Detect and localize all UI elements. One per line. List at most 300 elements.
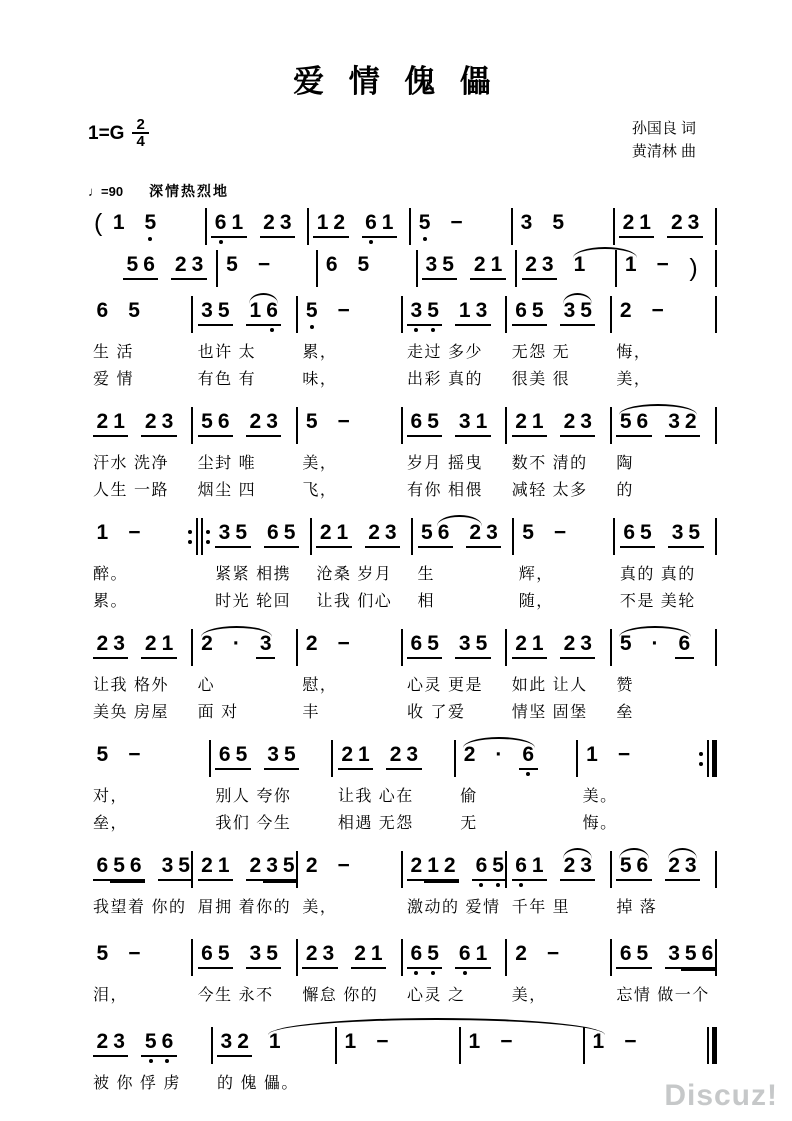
- note: 3: [408, 300, 425, 322]
- lyric-line: 被 你 俘 虏: [93, 1075, 181, 1092]
- measure: [457, 741, 574, 837]
- notes-row: [415, 209, 509, 246]
- lyric-line: 美奂 房屋: [93, 704, 169, 721]
- dash-note: −: [656, 253, 669, 276]
- note-group: [455, 943, 490, 969]
- note-group: [653, 254, 672, 276]
- note: 1: [381, 211, 394, 234]
- measure: [106, 209, 203, 246]
- lyric-line: 生: [417, 566, 436, 583]
- music-system: [90, 519, 718, 615]
- note: 5: [580, 299, 592, 322]
- measure: [404, 940, 504, 1009]
- note: 1: [249, 299, 262, 322]
- barline-stroke: [296, 407, 298, 444]
- note: 3: [201, 299, 213, 322]
- note: 5: [357, 253, 370, 276]
- note: 2: [515, 410, 527, 433]
- measure: [90, 852, 190, 921]
- note: 3: [475, 299, 488, 322]
- note: 2: [305, 942, 318, 965]
- repeat-dots: [206, 518, 210, 555]
- lyric-line: 对，: [93, 788, 129, 805]
- dash-note: −: [546, 942, 560, 965]
- note: 2: [263, 211, 275, 234]
- note-group: [334, 411, 353, 433]
- measure: [613, 940, 713, 1009]
- measure: [616, 209, 713, 246]
- barline-stroke: [613, 518, 615, 555]
- barline-stroke: [715, 250, 717, 287]
- note-group: [141, 1031, 176, 1057]
- note: 3: [279, 211, 292, 234]
- note: 5: [96, 743, 109, 766]
- note: 5: [552, 211, 565, 234]
- note: 1: [425, 855, 442, 877]
- note: 6: [410, 410, 423, 433]
- note-group: [123, 254, 158, 280]
- note: 5: [235, 521, 248, 544]
- measure: [220, 251, 315, 288]
- lyric-line: 有你 相偎: [407, 482, 483, 499]
- note-group: [264, 522, 299, 548]
- dash-note: −: [450, 211, 463, 234]
- measure: [299, 852, 399, 921]
- note-group: [93, 633, 128, 659]
- note-group: [334, 633, 353, 655]
- note-group: [141, 633, 176, 659]
- lyric-line: 我们 今生: [215, 815, 292, 832]
- lyric-line: 美，: [302, 455, 338, 472]
- barline-stroke: [196, 518, 198, 555]
- barline-stroke: [416, 250, 418, 287]
- barline-stroke: [205, 208, 207, 245]
- note: 3: [113, 1030, 125, 1053]
- dash-note: −: [128, 743, 141, 766]
- note-group: [522, 254, 557, 280]
- barline-stroke: [211, 1027, 213, 1064]
- note: 6: [520, 744, 537, 766]
- notes-row: [316, 519, 409, 556]
- note: 2: [96, 1030, 109, 1053]
- barline-stroke: [191, 296, 193, 333]
- notes-row: [589, 1028, 705, 1065]
- lyric-line: 美。: [582, 788, 618, 805]
- note: 2: [563, 410, 576, 433]
- barline-stroke: [505, 296, 507, 333]
- note: 6: [678, 632, 691, 655]
- note-group: [665, 943, 717, 969]
- barline-stroke: [307, 208, 309, 245]
- slur: [619, 626, 690, 637]
- measure: [404, 852, 504, 921]
- note: 6: [264, 300, 281, 322]
- note: 5: [283, 743, 296, 766]
- note: 5: [427, 632, 439, 655]
- note: 2: [96, 632, 109, 655]
- notes-row: [302, 630, 399, 667]
- notes-row: [93, 519, 186, 556]
- dash-note: −: [376, 1030, 389, 1053]
- notes-row: [517, 209, 611, 246]
- note-group: [560, 411, 595, 437]
- note-group: [302, 300, 321, 322]
- note-group: [302, 633, 321, 655]
- lyric-line: 别人 夸你: [215, 788, 292, 805]
- repeat-sign-end: [697, 740, 718, 777]
- lyric-line: 的: [616, 482, 634, 499]
- note-group: [322, 254, 341, 276]
- barline-stroke: [707, 740, 709, 777]
- time-signature: [132, 117, 148, 150]
- slur: [463, 737, 534, 748]
- lyric-line: 悔，: [616, 344, 652, 361]
- notes-row: [123, 251, 215, 288]
- note: 1: [475, 410, 488, 433]
- note: 3: [668, 942, 680, 965]
- time-signature-numerator: 2: [136, 116, 145, 133]
- note: 6: [456, 943, 473, 965]
- note-group: [512, 855, 547, 881]
- note: 3: [266, 410, 278, 433]
- dash-note: −: [128, 942, 141, 965]
- lyric-line: 让我 心在: [337, 788, 414, 805]
- note: 6: [159, 1031, 176, 1053]
- song-title: 爱 情 傀 儡: [293, 64, 499, 99]
- measure: [509, 630, 609, 726]
- barline: [713, 518, 718, 555]
- note: 1: [475, 942, 488, 965]
- music-system: [120, 251, 718, 288]
- note-group: [246, 855, 298, 881]
- note: 3: [267, 743, 279, 766]
- note-group: [470, 254, 505, 280]
- barline-stroke: [201, 518, 203, 555]
- note-group: [125, 522, 144, 544]
- note: 5: [305, 410, 318, 433]
- notes-row: [407, 297, 504, 334]
- lyric-line: 掉 落: [616, 899, 658, 916]
- slur: [268, 1018, 604, 1035]
- lyric-line: 烟尘 四: [197, 482, 257, 499]
- note-group: [93, 411, 128, 437]
- note: 1: [370, 942, 383, 965]
- lyric-line: 也许 太: [197, 344, 257, 361]
- note-group: [125, 943, 144, 965]
- note: 1: [624, 253, 637, 276]
- note: 2: [410, 854, 423, 877]
- lyric-line: 不是 美轮: [619, 593, 696, 610]
- barline-stroke: [296, 296, 298, 333]
- lyric-line: 让我 格外: [93, 677, 169, 694]
- note: 1: [231, 211, 244, 234]
- music-system: [90, 297, 718, 393]
- note: 2: [249, 410, 262, 433]
- measure: [195, 630, 295, 726]
- note: 6: [96, 854, 109, 877]
- note: 1: [112, 211, 125, 234]
- note-group: [560, 633, 595, 659]
- dash-note: −: [337, 299, 350, 322]
- measure: [613, 852, 713, 921]
- barline-stroke: [454, 740, 456, 777]
- dash-note: −: [257, 253, 271, 276]
- note-group: [667, 212, 702, 238]
- note: 2: [684, 410, 697, 433]
- note: 3: [161, 410, 174, 433]
- note: 5: [128, 299, 140, 322]
- note: 5: [425, 300, 442, 322]
- barline-stroke: [411, 518, 413, 555]
- dash-note: −: [337, 410, 350, 433]
- notes-row: [302, 297, 399, 334]
- note-group: [362, 212, 397, 238]
- measure: [335, 741, 452, 837]
- note: 5: [96, 942, 109, 965]
- slur: [619, 404, 697, 415]
- note: 3: [520, 211, 533, 234]
- measure: [195, 408, 295, 504]
- note: 5: [266, 942, 278, 965]
- lyric-line: 赞: [616, 677, 634, 694]
- lyric-line: 爱 情: [93, 371, 134, 388]
- note-group: [365, 522, 400, 548]
- measure: [214, 1028, 333, 1097]
- measure: [90, 297, 190, 393]
- measure: [120, 251, 215, 288]
- note: 2: [174, 253, 187, 276]
- note-group: [93, 943, 112, 965]
- slur: [619, 848, 648, 859]
- note-group: [171, 254, 206, 280]
- note: 1: [639, 211, 651, 234]
- barline: [713, 208, 718, 245]
- lyric-line: 数不 清的: [511, 455, 588, 472]
- lyric-line: 面 对: [197, 704, 239, 721]
- note-group: [198, 943, 233, 969]
- note: 2: [333, 211, 346, 234]
- barline-stroke: [505, 939, 507, 976]
- note: 5: [421, 521, 433, 544]
- note: 2: [619, 299, 632, 322]
- lyric-line: 减轻 太多: [511, 482, 588, 499]
- lyric-line: 垒，: [93, 815, 129, 832]
- barline-stroke: [715, 518, 717, 555]
- note: 5: [201, 410, 213, 433]
- note: 3: [161, 854, 174, 877]
- note: 3: [406, 743, 419, 766]
- barline: [713, 407, 718, 444]
- note: 5: [178, 854, 190, 877]
- note-group: [302, 411, 321, 433]
- note-group: [616, 300, 635, 322]
- music-system: [90, 209, 718, 246]
- measure: [195, 852, 295, 921]
- note-group: [109, 212, 128, 234]
- dash-note: −: [337, 632, 350, 655]
- barline-stroke: [715, 851, 717, 888]
- lyric-line: 岁月 摇曳: [407, 455, 483, 472]
- notes-row: [215, 741, 329, 778]
- note-group: [668, 522, 703, 548]
- notes-row: [422, 251, 514, 288]
- notes-row: [619, 209, 713, 246]
- key-label: 1=G: [88, 122, 125, 144]
- measure: [613, 408, 713, 504]
- lyric-line: 陶: [616, 455, 634, 472]
- lyric-line: 垒: [616, 704, 634, 721]
- measure: [90, 741, 207, 837]
- note: 3: [684, 854, 697, 877]
- note: 3: [384, 521, 397, 544]
- measure: [514, 209, 611, 246]
- note: 2: [144, 410, 157, 433]
- note: 5: [636, 942, 649, 965]
- note: 2: [469, 521, 482, 544]
- composer-credit: 黄清林 曲: [631, 143, 696, 160]
- note-group: [215, 744, 250, 770]
- note: 6: [127, 855, 144, 877]
- note-group: [125, 300, 144, 322]
- lyric-line: 无怨 无: [511, 344, 571, 361]
- key-signature: [88, 117, 149, 150]
- note: 5: [226, 253, 238, 276]
- dash-note: −: [128, 521, 141, 544]
- barline-stroke: [191, 407, 193, 444]
- notes-row: [407, 852, 504, 889]
- note: 5: [425, 943, 442, 965]
- note: 6: [408, 943, 425, 965]
- barline: [713, 296, 718, 333]
- note: 6: [699, 943, 716, 965]
- dash-note: −: [500, 1030, 513, 1053]
- note-group: [264, 744, 299, 770]
- lyric-line: 情坚 固堡: [511, 704, 588, 721]
- note: 3: [563, 299, 576, 322]
- lyric-line: 真的 真的: [619, 566, 696, 583]
- lyric-line: 辉，: [518, 566, 554, 583]
- note-group: [93, 744, 112, 766]
- lyric-line: 累，: [302, 344, 338, 361]
- measure: [90, 408, 190, 504]
- notes-row: [512, 630, 609, 667]
- measure: [90, 940, 190, 1009]
- note: 5: [442, 253, 454, 276]
- note: 3: [249, 942, 262, 965]
- notes-row: [583, 741, 697, 778]
- note: 3: [425, 253, 438, 276]
- barline-stroke: [191, 939, 193, 976]
- note: 5: [522, 521, 534, 544]
- note: 2: [473, 253, 486, 276]
- note-group: [246, 943, 281, 969]
- note-group: [407, 855, 459, 881]
- notes-row: [198, 297, 295, 334]
- note-group: [302, 855, 321, 877]
- watermark: Discuz!: [664, 1079, 778, 1112]
- measure: [195, 297, 295, 393]
- note: 6: [513, 855, 530, 877]
- meta-row: [88, 117, 696, 163]
- note: 5: [126, 253, 139, 276]
- lyric-line: 生 活: [93, 344, 134, 361]
- barline-stroke: [613, 208, 615, 245]
- measure: [90, 1028, 209, 1097]
- notes-row: [93, 297, 190, 334]
- note: 5: [619, 632, 632, 655]
- note: 3: [264, 855, 281, 877]
- note: 2: [237, 1030, 249, 1053]
- note-group: [407, 633, 442, 659]
- music-system: [90, 940, 718, 1009]
- music-system: [90, 408, 718, 504]
- measure: [299, 630, 399, 726]
- music-system: [90, 741, 718, 837]
- measure: [613, 630, 713, 726]
- music-system: [90, 630, 718, 726]
- note: 6: [217, 410, 230, 433]
- note: 3: [580, 410, 592, 433]
- music-system: [90, 852, 718, 921]
- note-group: [338, 744, 373, 770]
- note: 6: [636, 410, 649, 433]
- note: 5: [640, 521, 652, 544]
- measure: [299, 297, 399, 393]
- note: 1: [268, 1030, 281, 1053]
- lyric-line: 心灵 之: [407, 987, 466, 1004]
- lyric-line: 飞，: [302, 482, 338, 499]
- note: 3: [580, 854, 592, 877]
- lyric-line: 走过 多少: [407, 344, 483, 361]
- note: 6: [437, 521, 450, 544]
- note-group: [334, 300, 353, 322]
- barline: [713, 250, 718, 287]
- note-group: [415, 212, 434, 234]
- note: 1: [336, 521, 349, 544]
- note: 5: [416, 212, 433, 234]
- lyric-line: 丰: [302, 704, 320, 721]
- note: 2: [96, 410, 109, 433]
- barline-stroke: [401, 629, 403, 666]
- notes-row: [512, 852, 609, 889]
- note-group: [447, 212, 466, 234]
- music-system: [90, 1028, 718, 1097]
- note: 5: [283, 521, 296, 544]
- note: 5: [531, 299, 544, 322]
- note-group: [313, 212, 348, 238]
- note: 2: [463, 743, 476, 766]
- note-group: [223, 254, 242, 276]
- measure: [404, 408, 504, 504]
- barline-stroke: [707, 1027, 709, 1064]
- notes-row: [407, 630, 504, 667]
- lyric-line: 美，: [616, 371, 652, 388]
- note: 5: [235, 743, 248, 766]
- note: 6: [201, 942, 213, 965]
- note-group: [316, 522, 351, 548]
- barline-stroke: [331, 740, 333, 777]
- note-group: [648, 300, 667, 322]
- notes-row: [313, 209, 407, 246]
- note-group: [260, 212, 295, 238]
- note: 5: [111, 855, 128, 877]
- lyric-line: 我望着 你的: [93, 899, 187, 916]
- note: 6: [212, 212, 229, 234]
- barline-stroke: [610, 629, 612, 666]
- note: 1: [531, 410, 544, 433]
- lyric-line: 美，: [302, 899, 338, 916]
- note: 1: [490, 253, 503, 276]
